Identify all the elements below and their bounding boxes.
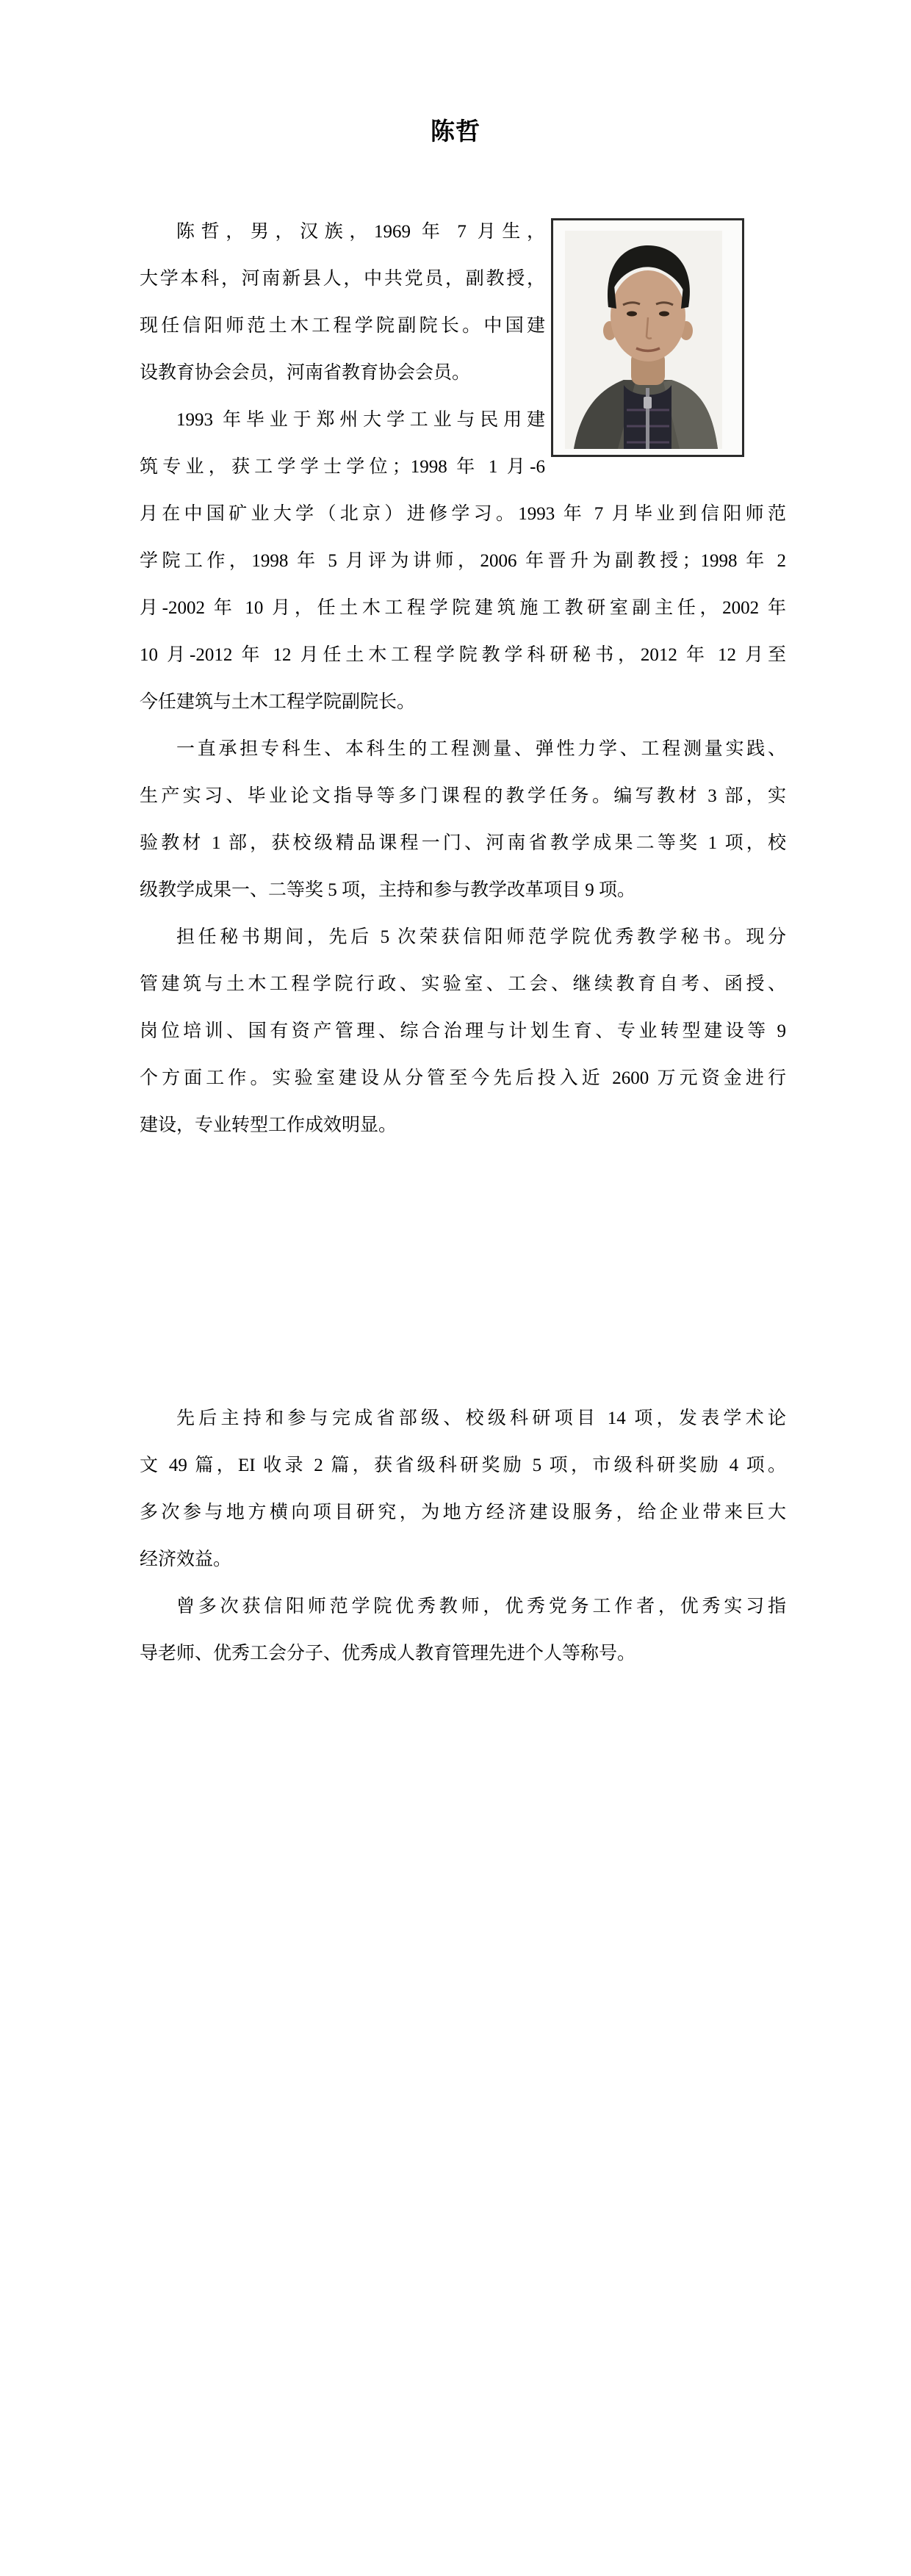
text-line: 担任秘书期间，先后 5 次荣获信阳师范学院优秀教学秘书。现分 (176, 927, 786, 947)
paragraph-teaching (140, 726, 786, 914)
document-body (140, 209, 786, 1677)
eye-left (627, 312, 637, 317)
text-line: 陈哲，男，汉族，1969 年 7 月生， (176, 222, 545, 242)
text-line: 10 月-2012 年 12 月任土木工程学院教学科研秘书，2012 年 12 月至 (140, 645, 786, 665)
text-line: 经济效益。 (140, 1550, 232, 1569)
zipper-pull (644, 397, 652, 409)
text-line: 管建筑与土木工程学院行政、实验室、工会、继续教育自考、函授、 (140, 974, 786, 994)
text-line: 1993 年毕业于郑州大学工业与民用建 (176, 410, 545, 430)
text-line: 个方面工作。实验室建设从分管至今先后投入近 2600 万元资金进行 (140, 1068, 786, 1088)
text-line: 导老师、优秀工会分子、优秀成人教育管理先进个人等称号。 (140, 1644, 636, 1663)
paragraph-honors (140, 1583, 786, 1677)
text-line: 级教学成果一、二等奖 5 项，主持和参与教学改革项目 9 项。 (140, 880, 636, 900)
paragraph-research (140, 1395, 786, 1583)
text-line: 曾多次获信阳师范学院优秀教师，优秀党务工作者，优秀实习指 (176, 1597, 786, 1616)
photo-float-region (545, 209, 786, 466)
eye-right (659, 312, 669, 317)
text-line: 月-2002 年 10 月，任土木工程学院建筑施工教研室副主任，2002 年 (140, 598, 786, 618)
text-line: 多次参与地方横向项目研究，为地方经济建设服务，给企业带来巨大 (140, 1503, 786, 1522)
text-line: 生产实习、毕业论文指导等多门课程的教学任务。编写教材 3 部，实 (140, 786, 786, 806)
document-title: 陈哲 (431, 119, 480, 145)
text-line: 文 49 篇，EI 收录 2 篇，获省级科研奖励 5 项，市级科研奖励 4 项。 (140, 1456, 786, 1475)
paragraph-administration (140, 914, 786, 1149)
portrait-photo (553, 220, 742, 455)
text-line: 现任信阳师范土木工程学院副院长。中国建 (140, 316, 545, 336)
text-line: 设教育协会会员，河南省教育协会会员。 (140, 363, 471, 383)
text-line: 岗位培训、国有资产管理、综合治理与计划生育、专业转型建设等 9 (140, 1021, 786, 1041)
face (611, 270, 685, 361)
text-line: 今任建筑与土木工程学院副院长。 (140, 692, 416, 712)
portrait-photo-frame (551, 218, 744, 457)
text-line: 一直承担专科生、本科生的工程测量、弹性力学、工程测量实践、 (176, 739, 786, 759)
text-line: 月在中国矿业大学（北京）进修学习。1993 年 7 月毕业到信阳师范 (140, 504, 786, 524)
text-line: 先后主持和参与完成省部级、校级科研项目 14 项，发表学术论 (176, 1408, 786, 1428)
text-line: 验教材 1 部，获校级精品课程一门、河南省教学成果二等奖 1 项，校 (140, 833, 786, 853)
text-line: 学院工作，1998 年 5 月评为讲师，2006 年晋升为副教授；1998 年 2 (140, 551, 786, 571)
text-line: 筑专业，获工学学士学位；1998 年 1 月-6 (140, 457, 545, 477)
text-line: 大学本科，河南新县人，中共党员，副教授， (140, 269, 545, 289)
text-line: 建设，专业转型工作成效明显。 (140, 1115, 397, 1135)
